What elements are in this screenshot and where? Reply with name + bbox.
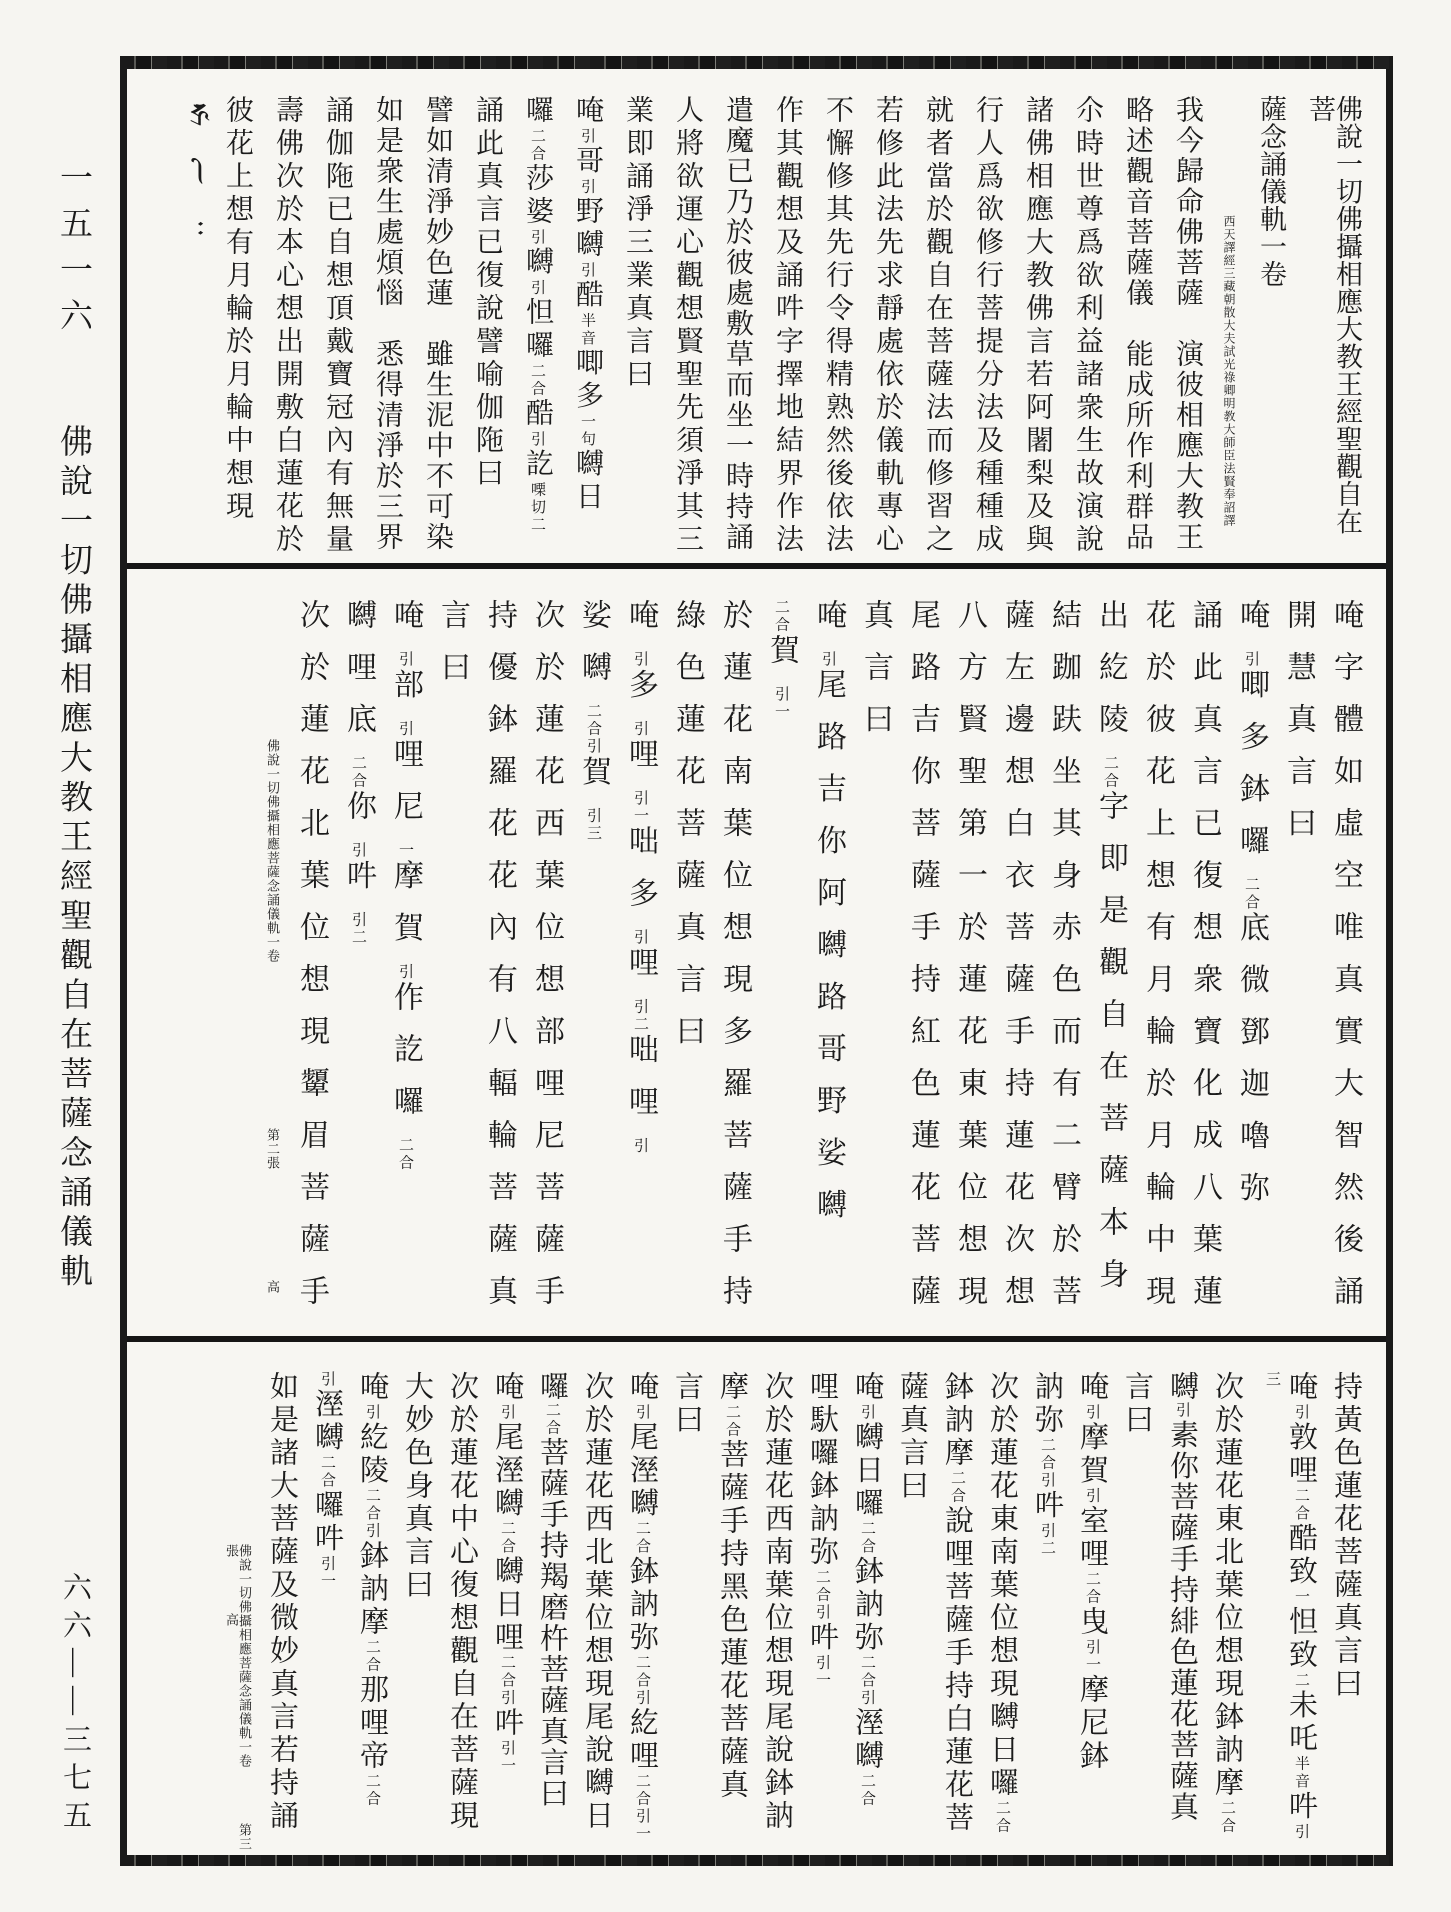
phonetic-gloss: 引 [397, 963, 413, 981]
phonetic-gloss: 引 [1243, 651, 1259, 669]
text-column: 摩二合菩薩手持黑色蓮花菩薩真 [716, 1371, 748, 1802]
text-column: 若修此法先求靜處依於儀軌專心 [872, 95, 903, 557]
margin-running-title: 佛說一切佛攝相應大教王經聖觀自在菩薩念誦儀軌 [55, 424, 91, 1293]
phonetic-gloss: 二合 [350, 755, 366, 790]
text-column: 誦此真言已復想衆寶化成八葉蓮 [1188, 599, 1221, 1327]
text-column: 如是衆生處煩惱 悉得清淨於三界 [372, 95, 403, 553]
phonetic-gloss: 引 [634, 1404, 650, 1422]
phonetic-gloss: 引 [632, 929, 648, 947]
phonetic-gloss: 引三 [585, 807, 601, 843]
text-column: 娑嚩二合引賀引三 [577, 599, 610, 843]
text-column: 嚩引素你菩薩手持緋色蓮花菩薩真 [1166, 1371, 1198, 1823]
column-spacer [272, 1225, 273, 1280]
phonetic-gloss: 二合 [859, 1520, 875, 1556]
text-column: 唵引尾溼嚩二合嚩日哩二合引吽引一 [491, 1371, 523, 1775]
text-column: 真言曰 [859, 599, 892, 755]
phonetic-gloss: 引一 [319, 1555, 335, 1591]
text-column: 誦此真言已復說譬喻伽陁曰 [472, 95, 503, 491]
running-title-sheet-note: 佛說一切佛攝相應菩薩念誦儀軌一卷第三張高 [224, 1544, 252, 1851]
phonetic-gloss: 引 [579, 128, 595, 146]
phonetic-gloss: 引 [1084, 1487, 1100, 1505]
text-column: 次於蓮花東南葉位想現嚩日囉二合 [986, 1371, 1018, 1835]
text-column: 言曰 [671, 1371, 703, 1437]
text-column: 言曰 [436, 599, 469, 703]
running-title-sheet-note: 佛說一切佛攝相應菩薩念誦儀軌一卷第二張高 [265, 739, 280, 1294]
text-column: 唵引紇陵二合引鉢訥摩二合那哩帝二合 [356, 1371, 388, 1808]
phonetic-gloss: 引 [632, 651, 648, 669]
phonetic-gloss: 二合 [364, 1639, 380, 1674]
text-column: 次於蓮花西葉位想部哩尼菩薩手 [530, 599, 563, 1327]
phonetic-gloss: 引 [499, 1404, 515, 1422]
text-column: 言曰 [1121, 1371, 1153, 1437]
phonetic-gloss: 二合 [1293, 1487, 1309, 1523]
phonetic-gloss: 㗚切 [529, 481, 545, 517]
phonetic-gloss: 二合引一 [634, 1773, 650, 1843]
panel-middle-register [127, 569, 1386, 1336]
text-column: 出紇陵二合字即是觀自在菩薩本身 [1094, 599, 1127, 1310]
phonetic-gloss: 二合 [1243, 876, 1259, 912]
phonetic-gloss: 二合 [634, 1520, 650, 1556]
text-column: 次於蓮花東北葉位想現鉢訥摩二合 [1211, 1371, 1243, 1835]
margin-serial-number: 一五一六 [55, 160, 91, 344]
translator-attribution: 西天譯經三藏朝散大夫試光祿卿明教大師臣法賢奉詔譯 [1222, 215, 1236, 527]
phonetic-gloss: 引 [1174, 1402, 1190, 1420]
text-column: 八方賢聖第一於蓮花東葉位想現 [953, 599, 986, 1327]
phonetic-gloss: 二合引 [859, 1654, 875, 1707]
panel-bottom-register [127, 1342, 1386, 1858]
phonetic-gloss: 引 [632, 720, 648, 738]
text-column: 遣魔已乃於彼處敷草而坐一時持誦 [722, 95, 753, 553]
text-column: 彼花上想有月輪於月輪中想現𑖮𑖿𑖨𑖱𑖾 [194, 95, 253, 524]
text-column: 尾路吉你菩薩手持紅色蓮花菩薩 [906, 599, 939, 1327]
text-column: 結跏趺坐其身赤色而有二臂於菩 [1047, 599, 1080, 1327]
phonetic-gloss: 引 [859, 1404, 875, 1422]
sutra-title-line-1: 佛說一切佛攝相應大教王經聖觀自在菩 [1305, 95, 1362, 535]
phonetic-gloss: 一 [397, 842, 413, 860]
text-column: 業即誦淨三業真言曰 [622, 95, 653, 392]
column-spacer [272, 1170, 273, 1225]
phonetic-gloss: 二合 [364, 1773, 380, 1808]
phonetic-gloss: 二合 [724, 1404, 740, 1439]
text-column: 大妙色身真言曰 [401, 1371, 433, 1602]
text-column: 嚩哩底二合你引吽引二 [342, 599, 375, 947]
phonetic-gloss: 引二 [632, 998, 648, 1034]
phonetic-gloss: 引 [397, 651, 413, 669]
text-column: 持優鉢羅花花內有八輻輪菩薩真 [483, 599, 516, 1327]
phonetic-gloss: 引 [319, 1371, 335, 1389]
phonetic-gloss: 二合 [1102, 755, 1118, 790]
text-column: 於蓮花南葉位想現多羅菩薩手持 [718, 599, 751, 1327]
phonetic-gloss: 二合引 [499, 1654, 515, 1707]
phonetic-gloss: 引一 [814, 1654, 830, 1690]
phonetic-gloss: 引 [529, 279, 545, 297]
column-spacer [272, 1018, 273, 1073]
panel-top-register [127, 64, 1386, 563]
text-column: 就者當於觀自在菩薩法而修習之 [922, 95, 953, 557]
text-column: 花於彼花上想有月輪於月輪中現 [1141, 599, 1174, 1327]
text-column: 壽佛次於本心想出開敷白蓮花於 [272, 95, 303, 557]
text-column: 唵引嚩日囉二合鉢訥弥二合引溼嚩二合 [851, 1371, 883, 1808]
phonetic-gloss: 二合 [499, 1520, 515, 1556]
phonetic-gloss: 二 [1293, 1672, 1309, 1690]
phonetic-gloss: 引 [397, 720, 413, 738]
text-column: 次於蓮花西北葉位想現尾說嚩日 [581, 1371, 613, 1833]
text-column: 譬如清淨妙色蓮 雖生泥中不可染 [422, 95, 453, 553]
column-spacer [231, 1558, 232, 1613]
phonetic-gloss: 二 [529, 516, 545, 534]
phonetic-gloss: 引一 [499, 1740, 515, 1775]
text-column: 唵引多引哩引一咄多引哩引二咄哩引 [624, 599, 657, 1155]
phonetic-gloss: 二合 [1219, 1800, 1235, 1835]
phonetic-gloss: 二合 [397, 1137, 413, 1172]
phonetic-gloss: 引 [350, 842, 366, 860]
phonetic-gloss: 二合 [544, 1402, 560, 1437]
phonetic-gloss: 引 [364, 1404, 380, 1422]
phonetic-gloss: 引 [820, 651, 836, 669]
phonetic-gloss: 引 [632, 1137, 648, 1155]
text-column: 唵引敦哩二合酷致一怛致二未吒半音吽引三 [1264, 1371, 1317, 1841]
phonetic-gloss: 二合 [529, 128, 545, 163]
margin-page-number: 六六——三七五 [59, 1572, 91, 1838]
phonetic-gloss: 引三 [1264, 1371, 1309, 1841]
text-column: 略述觀音菩薩儀 能成所作利群品 [1122, 95, 1153, 553]
phonetic-gloss: 一句 [579, 413, 595, 449]
phonetic-gloss: 二合 [1084, 1571, 1100, 1606]
phonetic-gloss: 二合引 [1039, 1437, 1055, 1490]
phonetic-gloss: 引一 [773, 686, 789, 721]
text-column: 尒時世尊爲欲利益諸衆生故演說 [1072, 95, 1103, 557]
text-column: 誦伽陁已自想頂戴寶冠內有無量 [322, 95, 353, 557]
text-column: 開慧真言曰 [1282, 599, 1315, 859]
text-column: 唵引尾路吉你阿嚩路哥野娑嚩 [812, 599, 845, 1241]
text-column: 囉二合菩薩手持羯磨杵菩薩真言曰 [536, 1371, 568, 1809]
text-column: 持黃色蓮花菩薩真言曰 [1330, 1371, 1362, 1701]
text-column: 哩馱囉鉢訥弥二合引吽引一 [806, 1371, 838, 1690]
phonetic-gloss: 引 [579, 178, 595, 196]
phonetic-gloss: 引 [529, 229, 545, 247]
text-column: 如是諸大菩薩及微妙真言若持誦 [266, 1371, 298, 1833]
text-column: 囉二合莎婆引嚩引怛囉二合酷引訖㗚切二 [522, 95, 553, 534]
phonetic-gloss: 二合 [859, 1773, 875, 1808]
phonetic-gloss: 二合 [773, 599, 789, 634]
text-column: 訥弥二合引吽引二 [1031, 1371, 1063, 1558]
scripture-frame [120, 57, 1393, 1865]
text-column: 我今歸命佛菩薩 演彼相應大教王 [1172, 95, 1203, 553]
phonetic-gloss: 半音 [579, 312, 595, 348]
text-column: 二合賀引一 [765, 599, 798, 721]
phonetic-gloss: 引一 [1084, 1639, 1100, 1674]
text-column: 不懈修其先行令得精熟然後依法 [822, 95, 853, 557]
text-column: 次於蓮花中心復想觀自在菩薩現 [446, 1371, 478, 1833]
phonetic-gloss: 引 [1293, 1404, 1309, 1422]
text-column: 唵引部引哩尼一摩賀引作訖囉二合 [389, 599, 422, 1172]
text-column: 人將欲運心觀想賢聖先須淨其三 [672, 95, 703, 557]
text-column: 綠色蓮花菩薩真言曰 [671, 599, 704, 1067]
text-column: 唵字體如虛空唯真實大智然後誦 [1329, 599, 1362, 1327]
text-column: 薩真言曰 [896, 1371, 928, 1503]
text-column: 鉢訥摩二合說哩菩薩手持白蓮花菩 [941, 1371, 973, 1835]
text-column: 行人爲欲修行菩提分法及種種成 [972, 95, 1003, 557]
phonetic-gloss: 二合引 [364, 1487, 380, 1540]
phonetic-gloss: 二合 [319, 1454, 335, 1490]
text-column: 薩左邊想白衣菩薩手持蓮花次想 [1000, 599, 1033, 1327]
sutra-title-line-2: 薩念誦儀軌一卷 [1256, 95, 1286, 288]
text-column: 唵引摩賀引室哩二合曳引一摩尼鉢 [1076, 1371, 1108, 1773]
phonetic-gloss: 引 [529, 431, 545, 449]
text-column: 唵引尾溼嚩二合鉢訥弥二合引紇哩二合引一 [626, 1371, 658, 1843]
text-column: 唵引唧多鉢囉二合底微鄧迦嚕弥 [1235, 599, 1268, 1224]
phonetic-gloss: 引 [1084, 1404, 1100, 1422]
phonetic-gloss: 二合 [994, 1800, 1010, 1835]
phonetic-gloss: 二合引 [814, 1569, 830, 1622]
phonetic-gloss: 引二 [1039, 1522, 1055, 1558]
text-column: 唵引哥引野嚩引酷半音唧多一句嚩日 [572, 95, 603, 515]
text-column: 次於蓮花西南葉位想現尾說鉢訥 [761, 1371, 793, 1833]
column-spacer [244, 1768, 245, 1823]
phonetic-gloss: 一 [1293, 1588, 1309, 1606]
phonetic-gloss: 二合 [529, 363, 545, 398]
text-column: 作其觀想及誦吽字擇地結界作法 [772, 95, 803, 557]
phonetic-gloss: 引一 [632, 790, 648, 825]
scan-border-noise-bottom [120, 1855, 1393, 1866]
phonetic-gloss: 二合引 [634, 1654, 650, 1707]
phonetic-gloss: 二合引 [585, 703, 601, 756]
phonetic-gloss: 二合 [949, 1470, 965, 1505]
phonetic-gloss: 半音 [1293, 1755, 1309, 1791]
text-column: 次於蓮花北葉位想現顰眉菩薩手 [295, 599, 328, 1327]
column-spacer [272, 963, 273, 1018]
column-spacer [272, 1073, 273, 1128]
phonetic-gloss: 引 [579, 262, 595, 280]
phonetic-gloss: 引二 [350, 911, 366, 947]
text-column: 諸佛相應大教佛言若阿闍梨及與 [1022, 95, 1053, 557]
text-column: 引溼嚩二合囉吽引一 [311, 1371, 343, 1591]
